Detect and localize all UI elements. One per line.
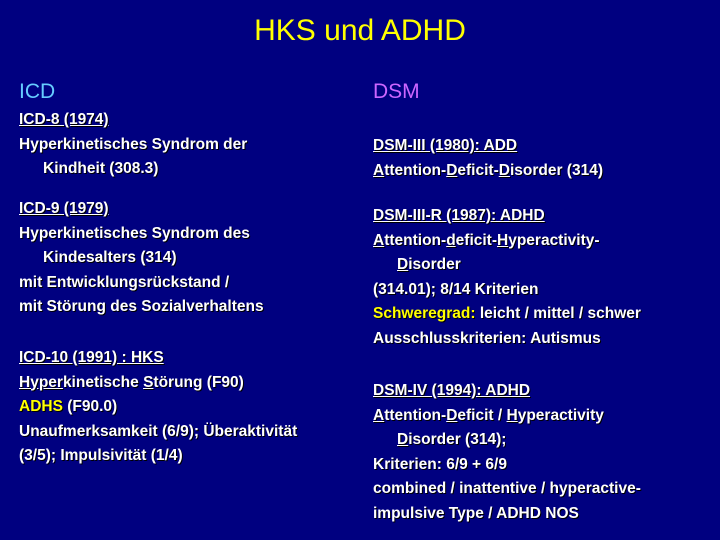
dsm4-l1-c: D: [446, 406, 458, 424]
icd10-l1-kinetische: kinetische: [62, 373, 139, 391]
dsm3-d: eficit-: [457, 161, 499, 179]
dsm3r-line2: [373, 253, 641, 278]
dsm3-block: [373, 134, 603, 183]
dsm4-l2-b: isorder (314);: [408, 431, 507, 448]
dsm4-block: [373, 379, 641, 526]
icd10-line2: [19, 395, 297, 420]
dsm3r-schweregrad: Schweregrad:: [373, 305, 476, 322]
icd10-l1-toerung: törung (F90): [153, 373, 244, 391]
dsm4-l1-f: yperactivity: [517, 406, 604, 424]
dsm4-line1: [373, 404, 641, 429]
icd8-block: [19, 108, 247, 182]
dsm3r-severity-levels: leicht / mittel / schwer: [475, 305, 641, 322]
icd10-adhs: ADHS: [19, 398, 63, 415]
icd10-l1-s: S: [143, 373, 154, 391]
dsm4-line5: impulsive Type / ADHD NOS: [373, 504, 579, 522]
dsm3r-l2-b: isorder: [408, 256, 461, 273]
icd10-line3: Unaufmerksamkeit (6/9); Überaktivität: [19, 422, 298, 440]
dsm4-l1-b: ttention-: [384, 406, 447, 424]
dsm3r-l1-b: ttention-: [384, 231, 447, 249]
icd9-heading: ICD-9 (1979): [19, 200, 109, 217]
dsm3-f: isorder (314): [509, 161, 603, 179]
dsm3-b: ttention-: [384, 161, 447, 179]
dsm3r-line4: [373, 302, 641, 327]
dsm3r-line1: [373, 229, 641, 254]
dsm3-c: D: [446, 161, 458, 179]
icd10-l1-hyper: Hyper: [19, 373, 63, 391]
icd-column-header: ICD: [19, 80, 56, 103]
dsm3-e: D: [498, 161, 510, 179]
icd10-line1: [19, 371, 297, 396]
dsm4-heading: DSM-IV (1994): ADHD: [373, 382, 531, 399]
icd8-heading: ICD-8 (1974): [19, 111, 109, 128]
dsm3r-l1-a: A: [373, 231, 385, 249]
icd10-block: [19, 346, 297, 469]
dsm3r-heading: DSM-III-R (1987): ADHD: [373, 207, 545, 224]
dsm3r-line3: (314.01); 8/14 Kriterien: [373, 280, 539, 298]
dsm4-l1-d: eficit /: [457, 406, 507, 424]
icd8-line2: Kindheit (308.3): [43, 160, 159, 177]
dsm4-line4: combined / inattentive / hyperactive-: [373, 480, 641, 497]
dsm4-line3: Kriterien: 6/9 + 6/9: [373, 455, 507, 473]
dsm3r-l1-d: eficit-: [455, 231, 497, 249]
icd9-line2: Kindesalters (314): [43, 249, 177, 266]
dsm3r-line5: Ausschlusskriterien: Autismus: [373, 329, 601, 347]
dsm3-a: A: [373, 161, 385, 179]
dsm4-l2-a: D: [397, 431, 409, 448]
dsm3r-l1-f: yperactivity-: [508, 231, 600, 249]
icd10-line4: (3/5); Impulsivität (1/4): [19, 447, 183, 464]
dsm4-line2: [373, 428, 641, 453]
icd10-heading: ICD-10 (1991) : HKS: [19, 349, 164, 366]
icd10-f900: (F90.0): [62, 398, 118, 415]
dsm4-l1-a: A: [373, 406, 385, 424]
slide-title: HKS und ADHD: [254, 14, 466, 47]
icd9-line4: mit Störung des Sozialverhaltens: [19, 298, 264, 315]
icd9-block: [19, 197, 264, 320]
icd9-line3: mit Entwicklungsrückstand /: [19, 273, 230, 291]
dsm3-line1: [373, 159, 603, 184]
dsm3-heading: DSM-III (1980): ADD: [373, 137, 518, 154]
dsm-column-header: DSM: [373, 80, 420, 103]
icd9-line1: Hyperkinetisches Syndrom des: [19, 224, 250, 242]
dsm4-l1-e: H: [506, 406, 518, 424]
icd8-line1: Hyperkinetisches Syndrom der: [19, 135, 248, 153]
dsm3r-block: [373, 204, 641, 351]
dsm3r-l1-e: H: [497, 231, 509, 249]
dsm3r-l2-a: D: [397, 256, 409, 273]
dsm3r-l1-c: d: [446, 231, 456, 249]
